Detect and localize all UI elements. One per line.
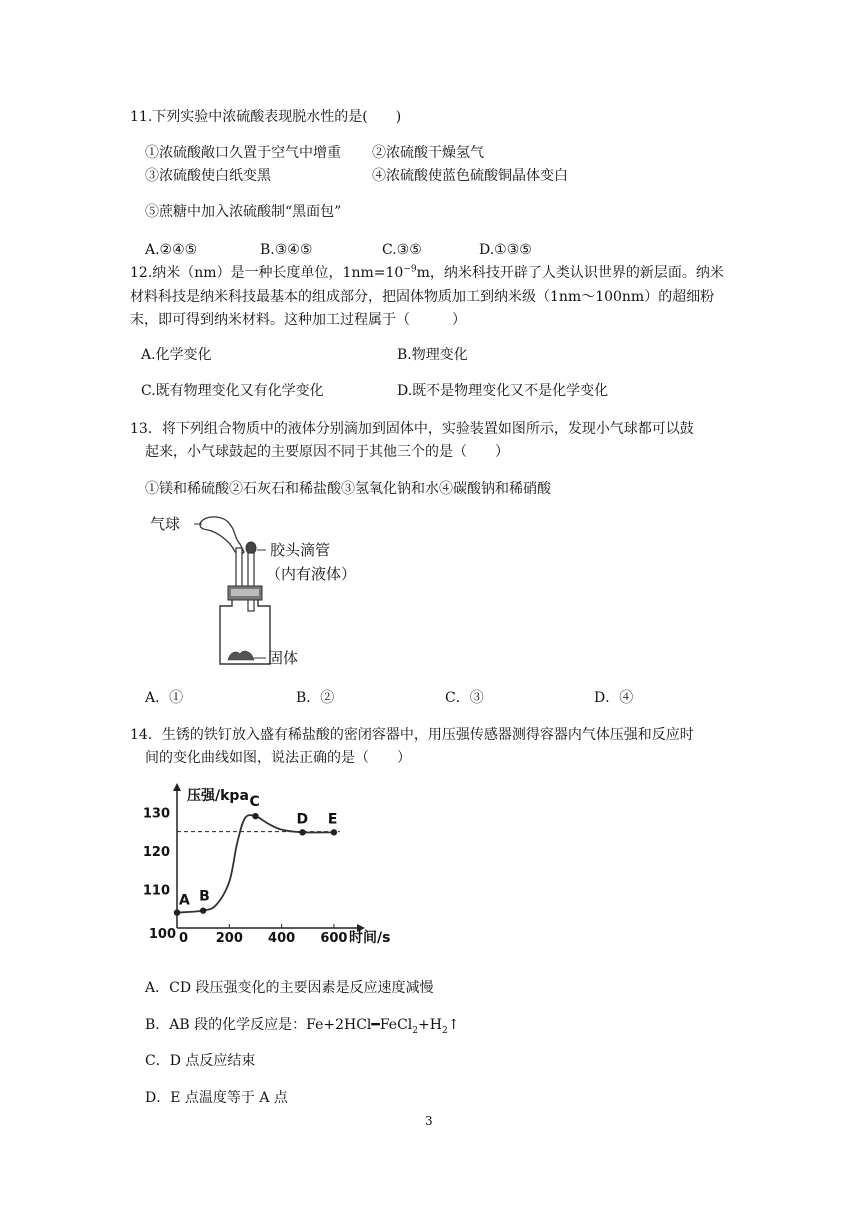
- q12-option-c: C.既有物理变化又有化学变化: [141, 383, 324, 399]
- x-axis-label: 时间/s: [349, 930, 391, 946]
- q13-option-b: B．②: [296, 690, 335, 706]
- point-c-label: C: [249, 794, 260, 811]
- q12-option-a: A.化学变化: [141, 347, 212, 363]
- q13-items: ①镁和稀硫酸②石灰石和稀盐酸③氢氧化钠和水④碳酸钠和稀硝酸: [145, 481, 551, 497]
- point-e-marker: [331, 829, 337, 835]
- q14-option-b: B．AB 段的化学反应是：$Fe+2HCl━FeCl_2+H_2↑$: [145, 1017, 460, 1036]
- solid-label: 固体: [268, 649, 299, 667]
- x-tick-label: 600: [320, 931, 348, 946]
- q12-line-2: 材料科技是纳米科技最基本的组成部分，把固体物质加工到纳米级（1nm～100nm）的超细粉: [130, 289, 715, 305]
- q11-option-c: C.③⑤: [382, 242, 422, 258]
- x-tick-label: 200: [215, 931, 243, 946]
- y-axis-label: 压强/kpa: [187, 788, 249, 804]
- balloon-label: 气球: [150, 515, 181, 533]
- q12-option-d: D.既不是物理变化又不是化学变化: [397, 383, 609, 399]
- q13-line-2: 起来，小气球鼓起的主要原因不同于其他三个的是（ ）: [145, 444, 509, 460]
- q13-option-c: C．③: [445, 690, 484, 706]
- y-tick-label: 120: [142, 844, 170, 860]
- point-d-label: D: [296, 811, 309, 828]
- point-c-marker: [252, 813, 258, 819]
- dropper-label: 胶头滴管: [270, 541, 331, 559]
- q11-option-d: D.①③⑤: [479, 242, 532, 258]
- q12-line-3: 末，即可得到纳米材料。这种加工过程属于（ ）: [130, 312, 466, 328]
- page-number: 3: [425, 1114, 433, 1128]
- point-b-label: B: [199, 888, 210, 905]
- y-tick-label: 110: [142, 883, 170, 899]
- q14-option-a: A．CD 段压强变化的主要因素是反应速度减慢: [145, 980, 434, 996]
- y-tick-label: 130: [142, 806, 170, 822]
- q12-line-1: 12.纳米（nm）是一种长度单位，$1nm=10^{-9}m$，纳米科技开辟了人类认识世界的新层面。纳米: [130, 264, 724, 281]
- q14-line-1: 14．生锈的铁钉放入盛有稀盐酸的密闭容器中，用压强传感器测得容器内气体压强和反应时: [130, 727, 694, 743]
- solid-pile: [228, 651, 254, 660]
- q13-option-a: A．①: [145, 690, 184, 706]
- q11-item-3: ③浓硫酸使白纸变黑: [145, 168, 271, 184]
- q14-option-c: C．D 点反应结束: [145, 1053, 256, 1069]
- point-a-label: A: [179, 892, 190, 909]
- q11-option-a: A.②④⑤: [145, 242, 198, 258]
- q11-item-1: ①浓硫酸敞口久置于空气中增重: [145, 145, 341, 161]
- point-b-marker: [200, 907, 206, 913]
- dropper-note: （内有液体）: [266, 565, 357, 583]
- q14-option-d: D．E 点温度等于 A 点: [145, 1090, 288, 1106]
- q11-stem: 11.下列实验中浓硫酸表现脱水性的是( ): [130, 109, 402, 125]
- q13-option-d: D．④: [594, 690, 634, 706]
- q11-item-4: ④浓硫酸使蓝色硫酸铜晶体变白: [372, 168, 568, 184]
- pressure-time-chart: [140, 780, 391, 950]
- dropper-bulb: [246, 542, 256, 554]
- q11-item-5: ⑤蔗糖中加入浓硫酸制“黑面包”: [145, 204, 342, 220]
- y-axis-arrow-icon: [173, 783, 181, 791]
- y-tick-label: 100: [148, 927, 176, 942]
- q14-line-2: 间的变化曲线如图，说法正确的是（ ）: [145, 750, 411, 766]
- point-e-label: E: [327, 811, 338, 828]
- point-a-marker: [174, 909, 180, 915]
- point-d-marker: [299, 829, 305, 835]
- q13-line-1: 13．将下列组合物质中的液体分别滴加到固体中，实验装置如图所示，发现小气球都可以鼓: [130, 421, 694, 437]
- dropper-tube: [248, 553, 254, 611]
- x-tick-label: 400: [268, 931, 296, 946]
- q11-option-b: B.③④⑤: [260, 242, 313, 258]
- q12-option-b: B.物理变化: [397, 347, 468, 363]
- q13-apparatus-figure: [140, 508, 380, 673]
- q11-item-2: ②浓硫酸干燥氢气: [372, 145, 484, 161]
- x-tick-label: 0: [179, 931, 189, 946]
